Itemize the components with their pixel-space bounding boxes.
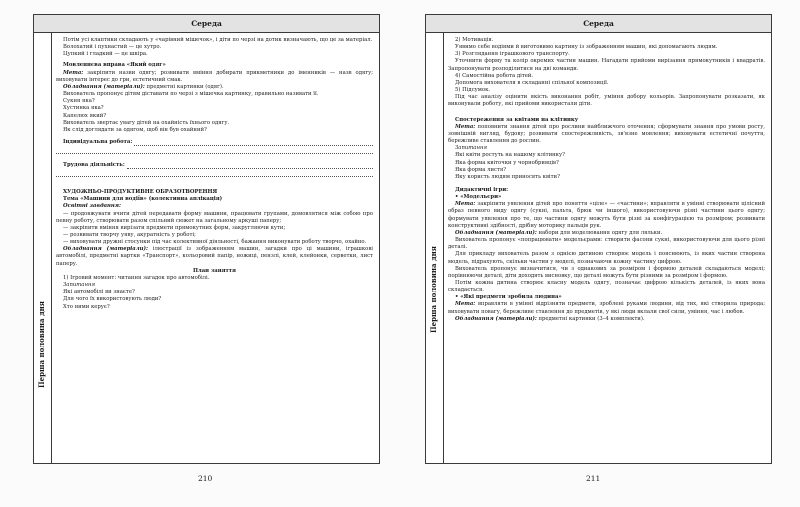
plan-item-1: 1) Ігровий момент: читання загадок про автомобілі.: [63, 274, 210, 281]
left-page-content: [56, 37, 373, 460]
exercise-goal: Мета: закріпити назви одягу; розвивати вміння добирати прикметники до іменників — назв одягу; виховувати інтерес до гри, естетичний смак.: [56, 69, 373, 83]
game-1-paragraph-1: Вихователь пропонує «попрацювати» модельєрами: створити фасони сукні, використовуючи для цього різні деталі.: [448, 237, 765, 251]
game-2-goal: Мета: вправляти в умінні відрізняти предмети, зроблені руками людини, від тих, які створила природа; виховувати повагу, бережливе ставлення до предметів, у які люди вклали свої сили, уміння, час і любов.: [448, 301, 765, 315]
individual-work-line: [56, 138, 373, 146]
exercise-title: Мовленнєва вправа «Який одяг»: [63, 62, 166, 69]
left-page-header: Середа: [34, 15, 379, 33]
equipment-label: Обладнання (матеріали):: [63, 83, 145, 90]
independent-text: Допомога вихователя в складанні спільної композиції.: [455, 79, 609, 86]
step-independent: 4) Самостійна робота дітей.: [455, 72, 534, 79]
care-line: Вихователь звертає увагу дітей на охайність їхнього одягу.: [63, 119, 230, 126]
art-equipment: Обладнання (матеріали): ілюстрації із зображенням машин, загадки про ці машини, іграшкові автомобілі, предметні картки «Транспорт», кольоровий папір, ножиці, пензлі, клей, клейонки, серветки, лист паперу.: [56, 246, 373, 267]
tasks-heading: Освітні завдання:: [63, 203, 121, 210]
task-4: — виховувати дружні стосунки під час колективної діяльності, бажання виконувати роботу творчо, охайно.: [63, 239, 367, 246]
toys-text: Уточнити форму та колір окремих частин машин. Нагадати прийоми вирізання прямокутників і квадратів. Запропонувати розподілитися на дві команди.: [448, 58, 765, 72]
exercise-description: Вихователь пропонує дітям діставати по черзі з мішечка картинку, правильно називати її.: [63, 91, 319, 98]
observation-question-3: Яка форма листя?: [455, 166, 507, 173]
game-1-paragraph-4: Потім кожна дитина створює класну модель одягу, позначає цифрою кількість деталей, із яких вона складається.: [448, 280, 765, 294]
bag-line-leather: Цупкий і гладкий — це шкіра.: [63, 51, 148, 58]
labor-activity-line: [56, 161, 373, 169]
task-2: — закріпити вміння вирізати предмети прямокутних форм, закругляючи кути;: [63, 224, 286, 231]
game-1-equipment: Обладнання (матеріали): набори для моделювання одягу для ляльки.: [455, 229, 663, 236]
observation-question-4: Яку користь людям приносять квіти?: [455, 173, 560, 180]
observation-goal: Мета: поповнити знання дітей про рослини найближчого оточення; сформувати знання про умови росту, зовнішній вигляд, будову; розвивати спостережливість, зв'язне мовлення; виховувати естетичні почуття, бережливе ставлення до рослин.: [448, 123, 765, 145]
labor-activity-label: Трудова діяльність:: [63, 161, 125, 168]
left-side-label: Перша половина дня: [37, 301, 46, 388]
games-title: Дидактичні ігри:: [455, 186, 509, 193]
bag-intro: Потім усі клаптики складають у «чарівний мішечок», і діти по черзі на дотик визначають, що це за матеріал.: [63, 37, 373, 43]
right-page-header: Середа: [426, 15, 771, 33]
question-scarf: Хустинка яка?: [63, 105, 104, 112]
game-2-title: • «Які предмети зробила людина»: [455, 294, 562, 301]
question-driver: Хто ними керує?: [63, 303, 110, 310]
plan-title: План заняття: [193, 267, 236, 274]
right-page: [425, 14, 772, 464]
question-hat: Капелюх який?: [63, 112, 107, 119]
question-usage: Для чого їх використовують люди?: [63, 296, 162, 303]
observation-questions-heading: Запитання: [455, 145, 487, 152]
observation-question-2: Яка форма квіточки у чорнобривців?: [455, 159, 559, 166]
motivation-text: Уявимо себе водіями й виготовимо картину із зображенням машин, які допомагають людям.: [455, 44, 718, 51]
step-summary: 5) Підсумок.: [455, 87, 491, 94]
art-section-title: ХУДОЖНЬО-ПРОДУКТИВНЕ ОБРАЗОТВОРЕННЯ: [63, 189, 218, 196]
step-motivation: 2) Мотивація.: [455, 37, 494, 43]
care-question: Як слід доглядати за одягом, щоб він був охайний?: [63, 126, 207, 133]
left-page-number: 210: [198, 474, 213, 483]
right-page-content: [448, 37, 765, 460]
question-cars: Які автомобілі ви знаєте?: [63, 289, 135, 296]
art-topic: Тема «Машини для водіїв» (колективна аплікація): [63, 196, 223, 203]
right-side-column: [426, 33, 444, 463]
observation-title: Спостереження за квітами на клітинку: [455, 116, 579, 123]
task-1: — продовжувати вчити дітей передавати форму машини, працювати групами, домовлятися між собою про певну роботу, створювати разом спільний сюжет на загальному аркуші паперу;: [56, 210, 373, 224]
task-3: — розвивати творчу уяву, акуратність у роботі;: [63, 231, 196, 238]
right-side-label: Перша половина дня: [429, 246, 438, 333]
bag-line-fur: Волохатий і пухнастий — це хутро.: [63, 44, 162, 51]
game-1-paragraph-3: Вихователь пропонує визначитися, чи з однакових за розміром і формою деталей складаються моделі; порівнюючи деталі, діти доходять висновку, що деталі можуть бути різними за розміром і формою.: [448, 265, 765, 279]
right-page-number: 211: [586, 474, 601, 483]
questions-heading: Запитання: [63, 282, 95, 289]
question-dress: Сукня яка?: [63, 98, 95, 105]
individual-work-label: Індивідуальна робота:: [63, 138, 133, 145]
step-toys: 3) Розглядання іграшкового транспорту.: [455, 51, 570, 58]
exercise-equipment: Обладнання (матеріали): предметні картинки (одяг).: [63, 83, 224, 90]
summary-text: Під час аналізу оцінити якість виконання робіт, уміння добору кольорів. Запропонувати розказати, як виконували роботу, які прийоми використали діти.: [448, 94, 765, 108]
game-1-paragraph-2: Для прикладу вихователь разом з однією дитиною створює модель і пояснюють, із яких частин створена модель, підрахують, скільки частин у моделі, позначаючи кожну частину цифрою.: [448, 251, 765, 265]
observation-question-1: Які квіти ростуть на нашому клітинку?: [455, 152, 565, 159]
goal-label: Мета:: [63, 69, 84, 76]
game-1-goal: Мета: закріпити уявлення дітей про поняття «ціле» — «частини»; вправляти в умінні створювати цілісний образ певного виду одягу (сукні, пальта, брюк чи іншого), використовуючи різні частини цього одягу; формувати уявлення про те, що частини одягу можуть бути різні за конфігурацією та розміром; розвивати конструктивні здібності, дрібну моторику пальців рук.: [448, 201, 765, 229]
game-2-equipment: Обладнання (матеріали): предметні картинки (3–4 комплекти).: [455, 315, 645, 322]
game-1-title: • «Модельєри»: [455, 194, 502, 201]
left-side-column: [34, 33, 52, 463]
left-page: [33, 14, 380, 464]
